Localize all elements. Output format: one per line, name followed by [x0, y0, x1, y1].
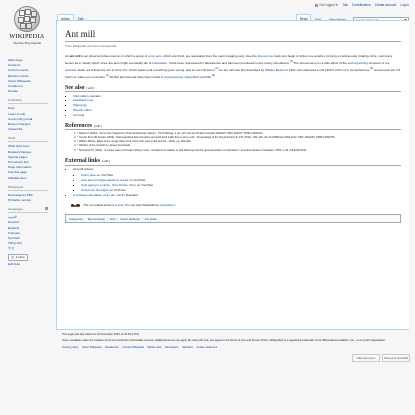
- footer-link[interactable]: Cookie statement: [196, 345, 218, 349]
- self-organizing-link[interactable]: self-organizing: [347, 60, 368, 65]
- expand-link[interactable]: expanding it: [159, 203, 176, 208]
- video-item: ▪ ants ants formigas dando la vuelta on YouTube: [81, 178, 401, 183]
- stub-ant-link[interactable]: ant: [89, 203, 94, 208]
- ref-1[interactable]: [1]: [289, 59, 293, 63]
- talk-link[interactable]: Talk: [342, 3, 348, 7]
- stub-notice: This ant-related article is a stub. You can help Wikipedia by expanding it.: [71, 202, 401, 208]
- footer-link[interactable]: About Wikipedia: [81, 345, 102, 349]
- language-item-link[interactable]: العربية: [8, 215, 17, 220]
- contribute-item-link[interactable]: Recent changes: [8, 122, 31, 127]
- tools-item-6: [8, 176, 56, 181]
- simulation-item: ▪ A software simulation of an ant mill (in Russian): [73, 193, 401, 198]
- more-languages-button[interactable]: 文 4 more: [8, 254, 28, 261]
- language-item-link[interactable]: Tiếng Việt: [8, 241, 22, 246]
- william-beebe-link[interactable]: William Beebe: [264, 67, 285, 72]
- see-also-item-4: [73, 113, 401, 118]
- not-logged-in: Not logged in: [315, 3, 338, 7]
- reference-item: 2. ^ Couzin ID & NR Franks (2003). "Self-organized lane formation and optimized traffic flow in army ants". Proceedings of the Royal Society B. 270 (1511): 139–146. doi:10.1098/rspb.2002.2210. PMC 1691225. PMID 12590751.: [77, 136, 401, 140]
- footer: [62, 333, 407, 349]
- footer-link[interactable]: Disclaimers: [104, 345, 119, 349]
- footer-link[interactable]: Contact Wikipedia: [122, 345, 144, 349]
- category-separator: |: [117, 216, 119, 221]
- references-list: [77, 132, 401, 153]
- article-content: [56, 20, 409, 330]
- ant-mill-videos-item: ▪ Ant mill videos: ▪ Crazy ants on YouTube ▪ ants ants formigas dando la vuelta on YouTube ▪ Ants going in a circle : Sam Pedro, Peru on YouTube ▪ Circulo de hormigas on YouTube: [73, 167, 401, 192]
- video-link[interactable]: Crazy ants: [81, 173, 96, 178]
- footer-link[interactable]: Developers: [164, 345, 179, 349]
- powered-by-mediawiki-badge[interactable]: Powered by MediaWiki: [382, 354, 410, 362]
- language-item-6: [8, 246, 56, 251]
- tab-read[interactable]: Read: [296, 14, 312, 23]
- language-icon: 文: [11, 255, 15, 260]
- lead-paragraph: An ant mill is an observed phenomenon in which a group of army ants, which are blind, are separated from the main foraging party, lose the pheromone track and begin to follow one another, forming a continuously rotating circle, commonly known as a "death spiral" since the ants might eventually die of exhaustion. It has been reproduced in laboratories and has been produced in ant colony simulations.[1] The phenomenon is a side effect of the self-organizing structure of ant colonies. Each ant follows the ant in front of it, which works until something goes wrong, and an ant mill forms.[2] An ant mill was first described by William Beebe in 1921 who observed a mill 1200 ft (370 m) in circumference.[3] It took each ant 2.5 hours to make one revolution.[4] Similar phenomena have been noted in processionary caterpillars and fish.[5]: [65, 53, 401, 79]
- language-item-link[interactable]: 中文: [8, 246, 15, 251]
- video-link[interactable]: Ants going in a circle : Sam Pedro, Peru: [81, 182, 136, 187]
- video-link[interactable]: ants ants formigas dando la vuelta: [81, 178, 129, 183]
- page-title: Ant mill: [65, 29, 401, 42]
- last-edited: This page was last edited on 10 December 2020, at 23:49 (UTC).: [62, 333, 140, 336]
- see-also-heading: See also [ edit ]: [65, 85, 401, 93]
- tools-item-link[interactable]: Special pages: [8, 154, 28, 159]
- army-ants-link[interactable]: army ants: [148, 53, 162, 58]
- reference-item: 3. ^ William Beebe, Edge of the Jungle (New York, New York: Henry Holt and Co., 1921), pp. 291-294.: [77, 140, 401, 144]
- simulation-link[interactable]: A software simulation of an ant mill: [73, 192, 121, 197]
- video-link[interactable]: Circulo de hormigas: [81, 187, 109, 192]
- tools-item-link[interactable]: What links here: [8, 144, 30, 149]
- tools-item-link[interactable]: Wikidata item: [8, 175, 27, 180]
- contribute-item-4: [8, 127, 56, 132]
- language-item-link[interactable]: Español: [8, 225, 20, 230]
- contribute-item-link[interactable]: Help: [8, 106, 15, 111]
- references-heading: References [ edit ]: [65, 123, 401, 131]
- log-in-link[interactable]: Log in: [400, 3, 409, 7]
- wikipedia-logo[interactable]: [0, 0, 54, 54]
- ant-icon: [71, 202, 80, 208]
- see-also-item-link[interactable]: Feedback loop: [73, 98, 94, 103]
- language-item-link[interactable]: Français: [8, 230, 20, 235]
- contribute-portal: [8, 98, 56, 132]
- print-heading: Print/export: [8, 185, 48, 191]
- category-link[interactable]: Insect behavior: [120, 216, 140, 221]
- see-also-item-link[interactable]: Woozle effect: [73, 107, 92, 112]
- contribute-item-link[interactable]: Learn to edit: [8, 111, 26, 116]
- reference-item: 5. ^ Schneirla TC (1944). "A unique case of circular milling in ants, considered in relation to trail following and the general problem of orientation". American Museum Novitates. 1253: 1–26. hdl:2246/3733.: [77, 149, 401, 153]
- sidebar-item-link[interactable]: Random article: [8, 73, 29, 78]
- footer-link[interactable]: Privacy policy: [62, 345, 79, 349]
- video-item: ▪ Ants going in a circle : Sam Pedro, Peru on YouTube: [81, 183, 401, 188]
- create-account-link[interactable]: Create account: [374, 3, 397, 7]
- footer-link[interactable]: Mobile view: [147, 345, 162, 349]
- category-separator: |: [141, 216, 143, 221]
- puzzle-globe-icon: [14, 6, 40, 32]
- see-also-item-link[interactable]: Ant king: [73, 112, 85, 117]
- sidebar: [0, 58, 56, 270]
- tools-item-link[interactable]: Page information: [8, 165, 32, 170]
- category-link[interactable]: Ants: [109, 216, 116, 221]
- sidebar-item-link[interactable]: Current events: [8, 68, 29, 73]
- site-subtitle: From Wikipedia, the free encyclopedia: [65, 43, 117, 48]
- external-links-edit-link[interactable]: [ edit ]: [101, 160, 110, 164]
- tab-talk[interactable]: Talk: [74, 14, 88, 23]
- user-icon: [315, 4, 318, 7]
- sidebar-item-6: [8, 89, 56, 94]
- sidebar-item-link[interactable]: Donate: [8, 89, 18, 94]
- footer-links: [62, 346, 407, 349]
- contribute-heading: Contribute: [8, 98, 48, 104]
- ref-4[interactable]: [4]: [105, 73, 109, 77]
- references-edit-link[interactable]: [ edit ]: [93, 124, 102, 128]
- tools-heading: Tools: [8, 136, 48, 142]
- videos-list: [81, 173, 401, 192]
- video-item: ▪ Circulo de hormigas on YouTube: [81, 188, 401, 193]
- reference-item: 1. ^ Delsuc F (2003). "Army Ants Trapped by Their Evolutionary History". PLoS Biology. 1 (2): e37. doi:10.1371/journal.pbio.0000037. PMC 261877. PMID 14624241.: [77, 132, 401, 136]
- external-links-heading: External links [ edit ]: [65, 158, 401, 166]
- gear-icon[interactable]: [45, 207, 48, 210]
- category-separator: |: [106, 216, 108, 221]
- exhaustion-link[interactable]: exhaustion: [152, 60, 168, 65]
- ref-3[interactable]: [3]: [370, 66, 374, 70]
- tools-item-link[interactable]: Related changes: [8, 149, 32, 154]
- tools-item-link[interactable]: Cite this page: [8, 170, 27, 175]
- tab-article[interactable]: Article: [57, 14, 74, 23]
- see-also-item-link[interactable]: Information cascade: [73, 93, 101, 98]
- tools-portal: [8, 136, 56, 180]
- sidebar-item-link[interactable]: About Wikipedia: [8, 78, 31, 83]
- contribute-item-link[interactable]: Community portal: [8, 116, 33, 121]
- stub-link[interactable]: stub: [117, 203, 124, 208]
- ref-5[interactable]: [5]: [211, 73, 215, 77]
- pheromone-link[interactable]: pheromone: [257, 53, 274, 58]
- ref-2[interactable]: [2]: [215, 66, 219, 70]
- categories-label-link[interactable]: Categories: [69, 216, 83, 221]
- footer-badges: [352, 354, 410, 362]
- license-text: Text is available under the Creative Commons Attribution-ShareAlike License; additional terms may apply. By using this site, you agree to the Terms of Use and Privacy Policy. Wikipedia® is a registered trademark of the Wikimedia Foundation, Inc., a non-profit organization.: [62, 339, 386, 343]
- print-item-1: [8, 198, 56, 203]
- categories-box: Categories : Myrmecology | Ants | Insect behavior | Ant stubs: [65, 214, 401, 223]
- language-item-link[interactable]: Deutsch: [8, 220, 20, 225]
- sidebar-item-link[interactable]: Main page: [8, 58, 23, 62]
- language-item-link[interactable]: Русский: [8, 236, 20, 241]
- logo-wordmark: WIKIPEDIA: [9, 34, 45, 40]
- wikimedia-project-badge[interactable]: Wikimedia project: [352, 354, 380, 362]
- navigation-portal: [8, 58, 56, 94]
- print-item-link[interactable]: Download as PDF: [8, 192, 33, 197]
- ant-colonies-link[interactable]: ant colonies: [65, 60, 390, 72]
- print-item-link[interactable]: Printable version: [8, 198, 32, 203]
- logo-tagline: The Free Encyclopedia: [13, 40, 41, 45]
- see-also-item-link[interactable]: Stigmergy: [73, 103, 87, 108]
- contributions-link[interactable]: Contributions: [351, 3, 371, 7]
- external-links-list: [73, 167, 401, 197]
- personal-tools: [315, 3, 409, 7]
- languages-portal: [8, 207, 56, 266]
- edit-links-link[interactable]: Edit links: [8, 262, 21, 267]
- video-item: ▪ Crazy ants on YouTube: [81, 173, 401, 178]
- footer-link[interactable]: Statistics: [182, 345, 193, 349]
- category-link[interactable]: Myrmecology: [87, 216, 105, 221]
- category-link[interactable]: Ant stubs: [144, 216, 157, 221]
- tools-item-link[interactable]: Permanent link: [8, 160, 29, 165]
- see-also-edit-link[interactable]: [ edit ]: [86, 86, 95, 90]
- see-also-list: [73, 94, 401, 118]
- processionary-caterpillars-link[interactable]: processionary caterpillars: [164, 74, 200, 79]
- languages-heading: Languages: [8, 207, 48, 213]
- sidebar-item-link[interactable]: Contact us: [8, 84, 23, 89]
- reference-item: 4. ^ Wisdom of the Crowds by James Surowiecki: [77, 144, 401, 148]
- sidebar-item-link[interactable]: Contents: [8, 63, 21, 68]
- print-portal: [8, 185, 56, 203]
- contribute-item-link[interactable]: Upload file: [8, 127, 23, 132]
